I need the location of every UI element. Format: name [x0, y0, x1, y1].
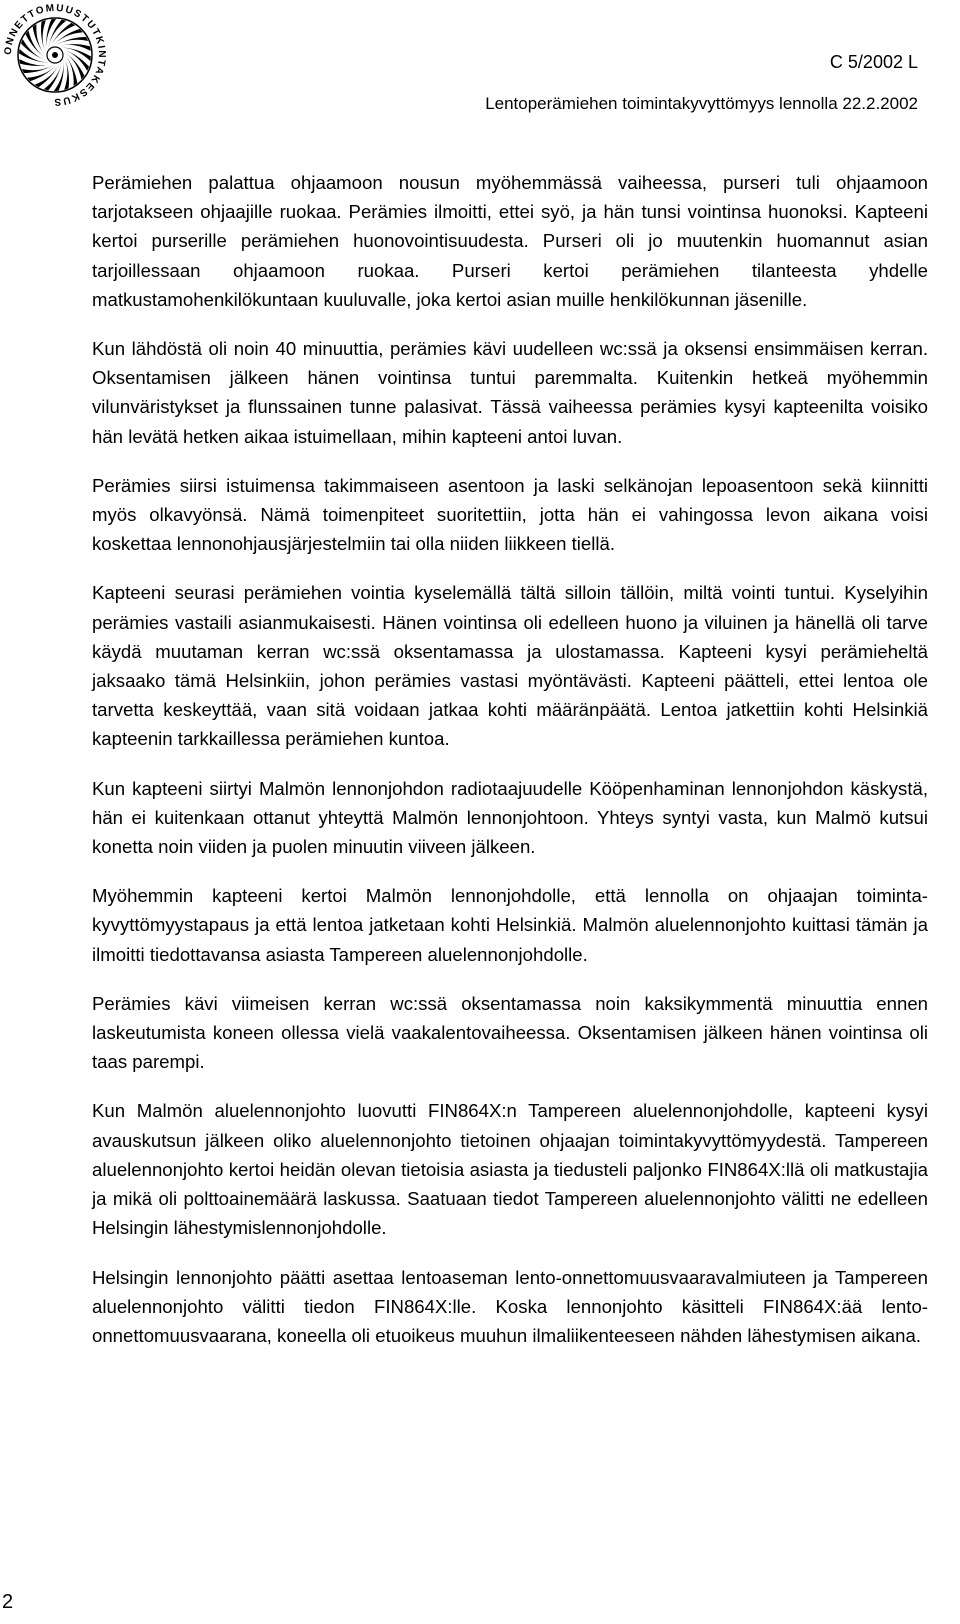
page-header [485, 52, 918, 114]
logo-ray [19, 49, 48, 63]
paragraph: Kun Malmön aluelennonjohto luovutti FIN864X:n Tampereen aluelennonjohdolle, kapteeni kysyi avauskutsun jälkeen oliko aluelennonjohto tietoinen ohjaajan toimintakyvyttömyydestä. Tampereen aluelennonjohto kertoi heidän olevan tietoisia asiasta ja tiedusteli paljonko FIN864X:llä oli matkustajia ja mikä oli polttoainemäärä laskussa. Saatuaan tiedot Tampereen aluelennonjohto välitti ne edelleen Helsingin lähestymislennonjohdolle. [92, 1100, 928, 1239]
page-number: 2 [2, 1591, 14, 1613]
report-body [92, 168, 928, 1370]
logo-ray [62, 47, 91, 61]
logo-text: ONNETTOMUUSTUTKINTAKESKUS [2, 2, 108, 108]
logo-ray [64, 58, 69, 90]
paragraph: Kun kapteeni siirtyi Malmön lennonjohdon radiotaajuudelle Kööpenhaminan lennonjohdon käskystä, hän ei kuitenkaan ottanut yhteyttä Malmön lennonjohtoon. Yhteys syntyi vasta, kun Malmö kutsui konetta noin viiden ja puolen minuutin viiveen jälkeen. [92, 777, 928, 858]
paragraph: Perämies siirsi istuimensa takimmaiseen asentoon ja laski selkänojan lepoasentoon sekä kiinnitti myös olkavyönsä. Nämä toimenpiteet suoritettiin, jotta hän ei vahingossa levon aikana voisi koskettaa lennonohjausjärjestelmiin tai olla niiden liikkeen tiellä. [92, 474, 928, 555]
accident-investigation-board-logo-icon [0, 0, 110, 110]
paragraph: Perämiehen palattua ohjaamoon nousun myöhemmässä vaiheessa, purseri tuli ohjaamoon tarjotakseen ohjaajille ruokaa. Perämies ilmoitti, ettei syö, ja hän tunsi vointinsa huonoksi. Kapteeni kertoi purserille perämiehen huonovointisuudesta. Purseri oli jo muutenkin huomannut asian tarjoillessaan ohjaamoon ruokaa. Purseri kertoi perämiehen tilanteesta yhdelle matkustamohenkilökuntaan kuuluvalle, joka kertoi asian muille henkilökunnan jäsenille. [92, 172, 928, 310]
logo-ray [54, 60, 64, 91]
paragraph: Myöhemmin kapteeni kertoi Malmön lennonjohdolle, että lennolla on ohjaajan toimintakyvyttömyystapaus ja että lentoa jatketaan kohti Helsinkiä. Malmön aluelennonjohto kuittasi tämän ja ilmoitti tiedottavansa asiasta Tampereen aluelennonjohdolle. [92, 885, 928, 965]
paragraph: Perämies kävi viimeisen kerran wc:ssä oksentamassa noin kaksikymmentä minuuttia ennen laskeutumista koneen ollessa vielä vaakalentovaiheessa. Oksentamisen jälkeen hänen vointinsa oli taas parempi. [92, 992, 928, 1073]
paragraph: Kapteeni seurasi perämiehen vointia kyselemällä tältä silloin tällöin, miltä vointi tuntui. Kyselyihin perämies vastaili asianmukaisesti. Hänen vointinsa oli edelleen huono ja viluinen ja hänellä oli tarve käydä muutaman kerran wc:ssä oksentamassa ja ulostamassa. Kapteeni kysyi perämieheltä jaksaako tämä Helsinkiin, johon perämies vastasi myöntävästi. Kapteeni päätteli, ettei lentoa ole tarvetta keskeyttää, vaan sitä voidaan jatkaa kohti määränpäätä. Lentoa jatkettiin kohti Helsinkiä kapteenin tarkkaillessa perämiehen kuntoa. [92, 582, 928, 750]
report-id: C 5/2002 L [829, 52, 918, 72]
logo-ray [22, 65, 54, 73]
logo-ray [27, 65, 56, 81]
logo-ray [35, 64, 59, 87]
report-title: Lentoperämiehen toimintakyvyttömyys lennolla 22.2.2002 [485, 94, 918, 113]
logo-ray [46, 19, 56, 50]
paragraph: Kun lähdöstä oli noin 40 minuuttia, perämies kävi uudelleen wc:ssä ja oksensi ensimmäisen kerran. Oksentamisen jälkeen hänen vointinsa tuntui paremmalta. Kuitenkin hetkeä myöhemmin vilunväristykset ja flunssainen tunne palasivat. Tässä vaiheessa perämies kysyi kapteenilta voisiko hän levätä hetken aikaa istuimellaan, mihin kapteeni antoi luvan. [92, 338, 928, 447]
paragraph: Helsingin lennonjohto päätti asettaa lentoaseman lento-onnettomuusvaaravalmiuteen ja Tampereen aluelennonjohto välitti tiedon FIN864X:lle. Koska lennonjohto käsitteli FIN864X:ää lento-onnettomuusvaarana, koneella oli etuoikeus muuhun ilmaliikenteeseen nähden lähestymisen aikana. [92, 1266, 928, 1346]
logo-ray [56, 37, 88, 45]
logo-ray [41, 20, 46, 52]
logo-ray [54, 29, 83, 45]
logo-ray [51, 23, 75, 46]
